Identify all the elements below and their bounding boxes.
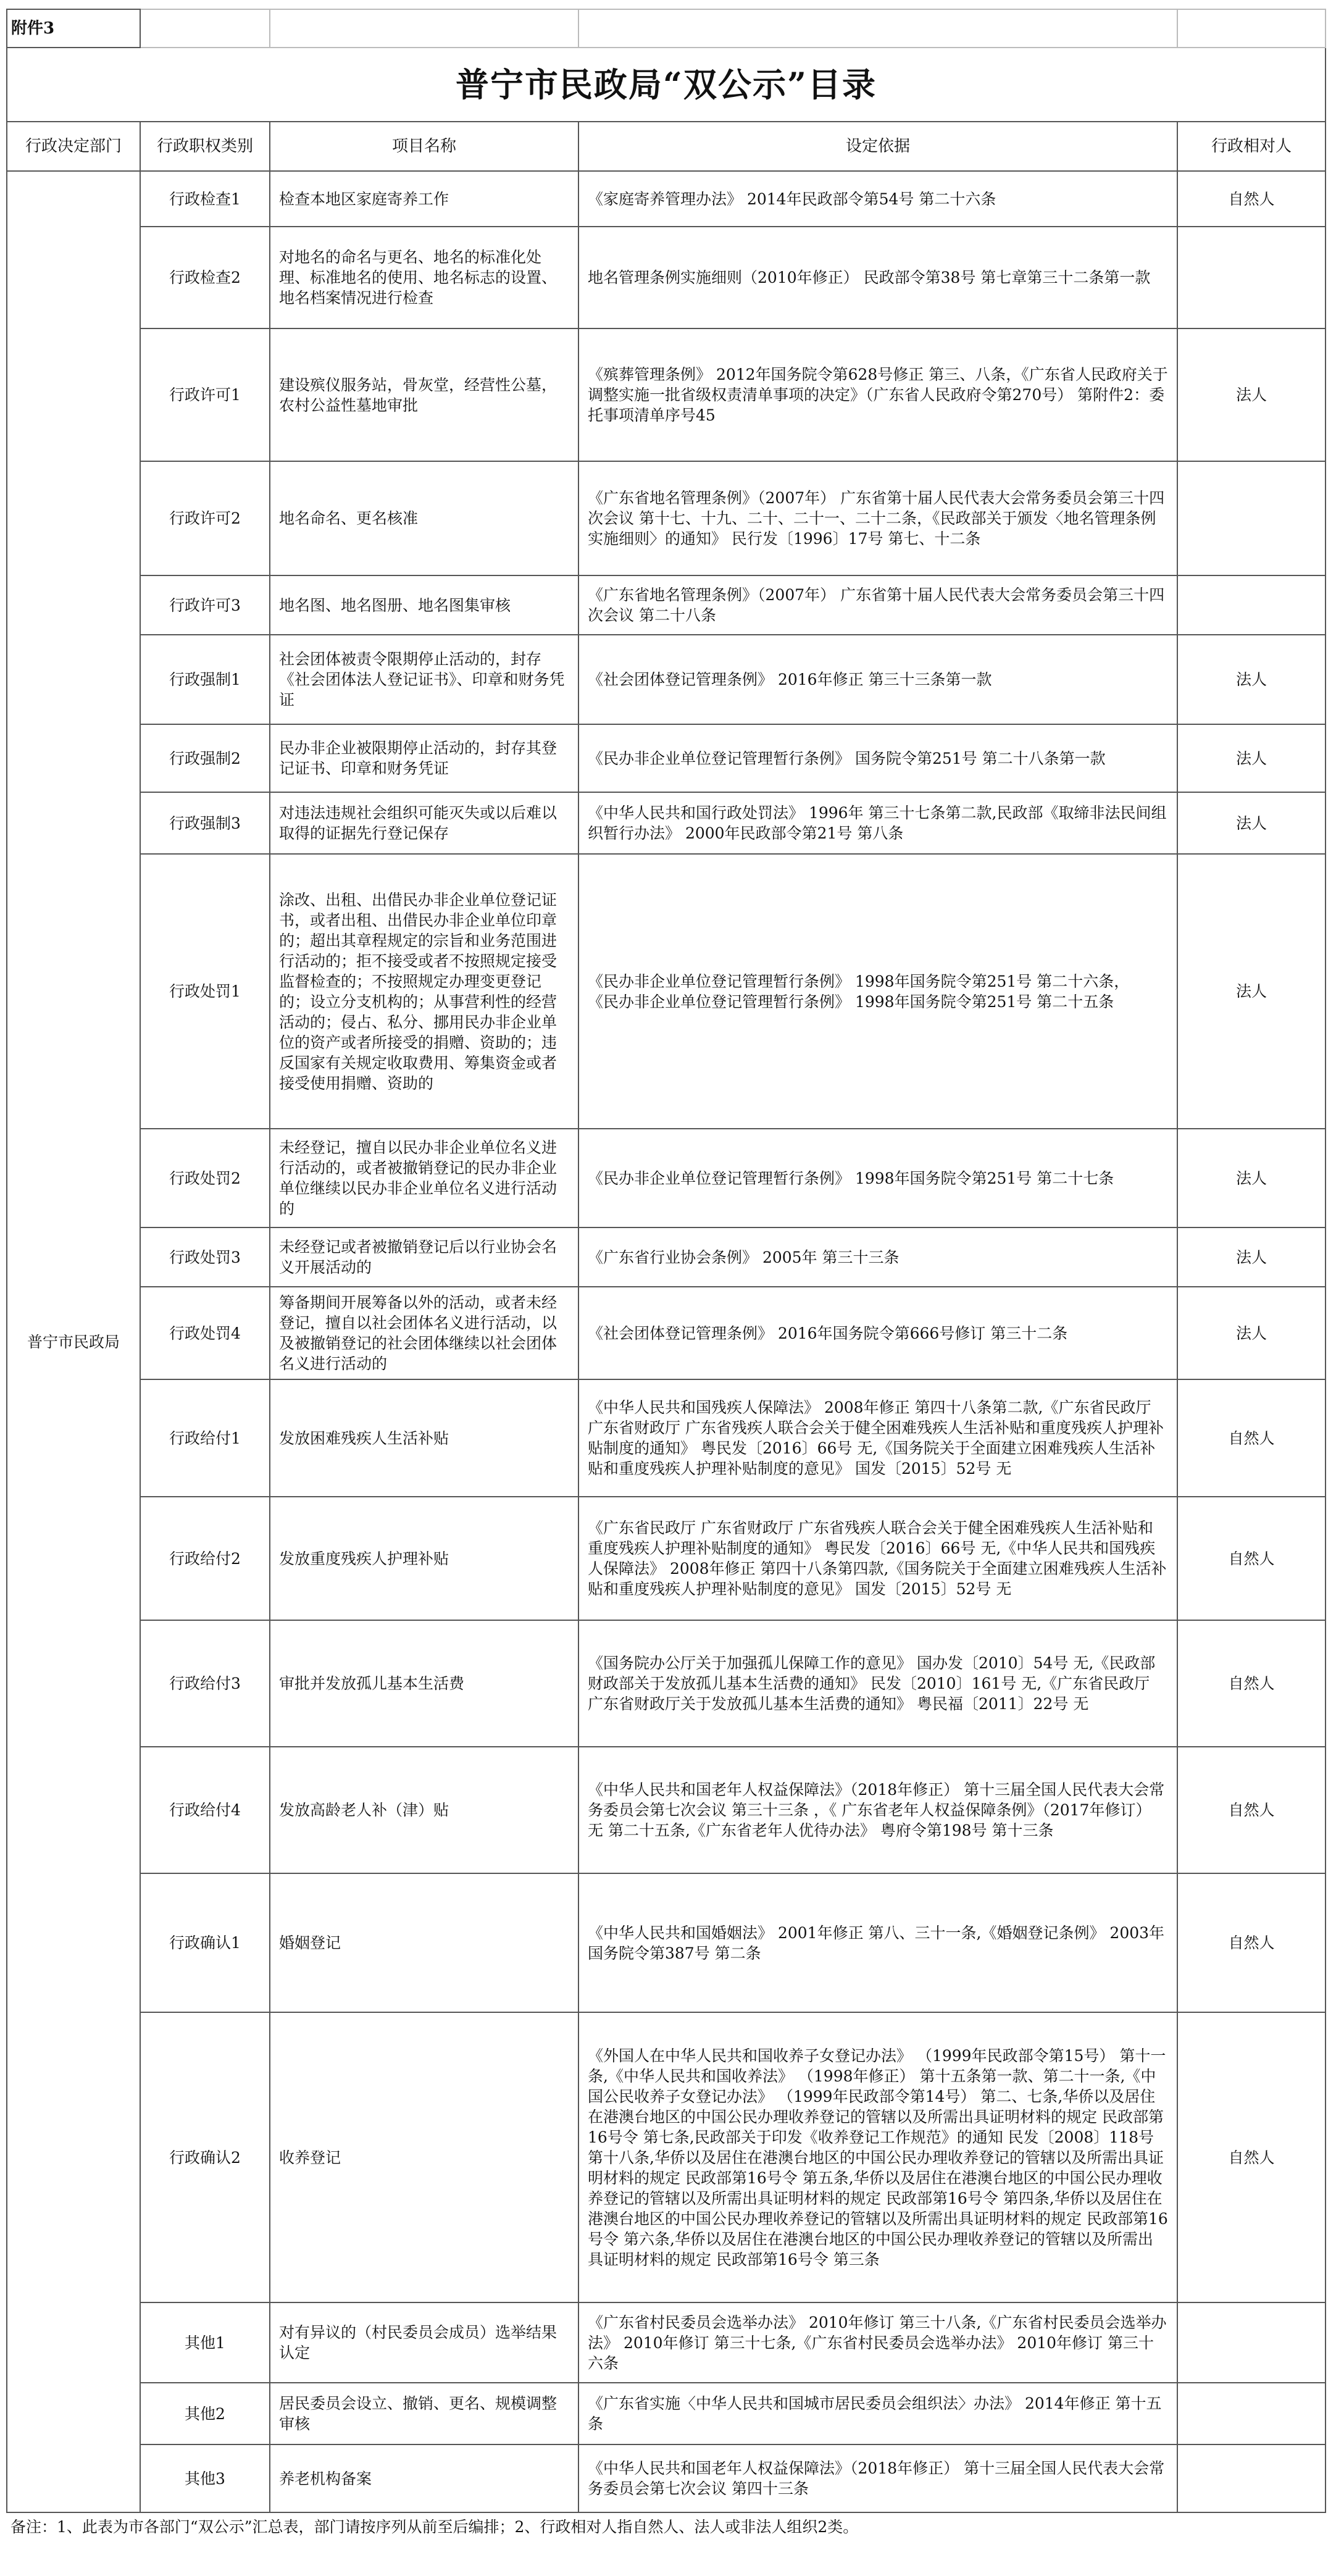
party-cell: 自然人 [1177,1747,1326,1873]
table-row [7,724,1326,792]
name-cell: 审批并发放孤儿基本生活费 [270,1620,578,1747]
category-cell: 其他2 [140,2383,270,2444]
header-dept: 行政决定部门 [7,122,140,171]
category-cell: 行政给付4 [140,1747,270,1873]
name-cell: 涂改、出租、出借民办非企业单位登记证书，或者出租、出借民办非企业单位印章的；超出其章程规定的宗旨和业务范围进行活动的；拒不接受或者不按照规定接受监督检查的；不按照规定办理变更登记的；设立分支机构的；从事营利性的经营活动的；侵占、私分、挪用民办非企业单位的资产或者所接受的捐赠、资助的；违反国家有关规定收取费用、筹集资金或者接受使用捐赠、资助的 [270,854,578,1129]
party-cell: 法人 [1177,1287,1326,1379]
name-cell: 发放重度残疾人护理补贴 [270,1497,578,1620]
name-cell: 检查本地区家庭寄养工作 [270,171,578,227]
basis-cell: 《中华人民共和国残疾人保障法》 2008年修正 第四十八条第二款,《广东省民政厅 广东省财政厅 广东省残疾人联合会关于健全困难残疾人生活补贴和重度残疾人护理补贴制度的通知》 粤民发〔2016〕66号 无,《国务院关于全面建立困难残疾人生活补贴和重度残疾人护理补贴制度的意见》 国发〔2015〕52号 无 [578,1379,1177,1497]
party-cell: 法人 [1177,854,1326,1129]
title-row [7,48,1326,122]
category-cell: 其他1 [140,2302,270,2383]
table-row [7,2444,1326,2512]
footnote: 备注：1、此表为市各部门“双公示”汇总表，部门请按序列从前至后编排；2、行政相对人指自然人、法人或非法人组织2类。 [10,2518,859,2536]
header-name: 项目名称 [270,122,578,171]
party-cell: 自然人 [1177,2012,1326,2302]
name-cell: 民办非企业被限期停止活动的，封存其登记证书、印章和财务凭证 [270,724,578,792]
basis-cell: 《外国人在中华人民共和国收养子女登记办法》 （1999年民政部令第15号） 第十一条,《中华人民共和国收养法》 （1998年修正） 第十五条第一款、第二十一条,《中国公民收养子女登记办法》 （1999年民政部令第14号） 第二、七条,华侨以及居住在港澳台地区的中国公民办理收养登记的管辖以及所需出具证明材料的规定 民政部第16号令 第七条,民政部关于印发《收养登记工作规范》的通知 民发〔2008〕118号 第十八条,华侨以及居住在港澳台地区的中国公民办理收养登记的管辖以及所需出具证明材料的规定 民政部第16号令 第五条,华侨以及居住在港澳台地区的中国公民办理收养登记的管辖以及所需出具证明材料的规定 民政部第16号令 第四条,华侨以及居住在港澳台地区的中国公民办理收养登记的管辖以及所需出具证明材料的规定 民政部第16号令 第六条,华侨以及居住在港澳台地区的中国公民办理收养登记的管辖以及所需出具证明材料的规定 民政部第16号令 第三条 [578,2012,1177,2302]
name-cell: 未经登记或者被撤销登记后以行业协会名义开展活动的 [270,1227,578,1287]
basis-cell: 《民办非企业单位登记管理暂行条例》 1998年国务院令第251号 第二十六条， 《民办非企业单位登记管理暂行条例》 1998年国务院令第251号 第二十五条 [578,854,1177,1129]
basis-cell: 《中华人民共和国老年人权益保障法》（2018年修正） 第十三届全国人民代表大会常务委员会第七次会议 第三十三条 ，《 广东省老年人权益保障条例》（2017年修订） 无 第二十五条,《广东省老年人优待办法》 粤府令第198号 第十三条 [578,1747,1177,1873]
basis-cell: 《中华人民共和国老年人权益保障法》（2018年修正） 第十三届全国人民代表大会常务委员会第七次会议 第四十三条 [578,2444,1177,2512]
category-cell: 行政检查1 [140,171,270,227]
category-cell: 行政确认2 [140,2012,270,2302]
category-cell: 行政强制2 [140,724,270,792]
attachment-row [7,9,1326,48]
basis-cell: 《广东省行业协会条例》 2005年 第三十三条 [578,1227,1177,1287]
table-row [7,1873,1326,2012]
category-cell: 行政给付3 [140,1620,270,1747]
basis-cell: 《家庭寄养管理办法》 2014年民政部令第54号 第二十六条 [578,171,1177,227]
name-cell: 婚姻登记 [270,1873,578,2012]
name-cell: 地名图、地名图册、地名图集审核 [270,575,578,635]
table-row [7,461,1326,575]
basis-cell: 《中华人民共和国行政处罚法》 1996年 第三十七条第二款,民政部《取缔非法民间组织暂行办法》 2000年民政部令第21号 第八条 [578,792,1177,854]
basis-cell: 《广东省民政厅 广东省财政厅 广东省残疾人联合会关于健全困难残疾人生活补贴和重度残疾人护理补贴制度的通知》 粤民发〔2016〕66号 无,《中华人民共和国残疾人保障法》 2008年修正 第四十八条第四款,《国务院关于全面建立困难残疾人生活补贴和重度残疾人护理补贴制度的意见》 国发〔2015〕52号 无 [578,1497,1177,1620]
attachment-label: 附件3 [7,9,140,48]
name-cell: 收养登记 [270,2012,578,2302]
basis-cell: 《广东省村民委员会选举办法》 2010年修订 第三十八条,《广东省村民委员会选举办法》 2010年修订 第三十七条,《广东省村民委员会选举办法》 2010年修订 第三十六条 [578,2302,1177,2383]
category-cell: 其他3 [140,2444,270,2512]
basis-cell: 《民办非企业单位登记管理暂行条例》 国务院令第251号 第二十八条第一款 [578,724,1177,792]
party-cell [1177,2444,1326,2512]
table-row [7,171,1326,227]
category-cell: 行政处罚3 [140,1227,270,1287]
spreadsheet-sheet [6,9,1325,2541]
basis-cell: 《殡葬管理条例》 2012年国务院令第628号修正 第三、八条，《广东省人民政府关于调整实施一批省级权责清单事项的决定》（广东省人民政府令第270号） 第附件2：委托事项清单序号45 [578,328,1177,461]
party-cell [1177,461,1326,575]
table-row [7,854,1326,1129]
party-cell: 自然人 [1177,171,1326,227]
category-cell: 行政给付2 [140,1497,270,1620]
party-cell: 法人 [1177,792,1326,854]
party-cell: 自然人 [1177,1379,1326,1497]
table-row [7,2383,1326,2444]
category-cell: 行政处罚4 [140,1287,270,1379]
category-cell: 行政强制3 [140,792,270,854]
table-row [7,792,1326,854]
party-cell [1177,227,1326,328]
table-row [7,1129,1326,1227]
basis-cell: 《社会团体登记管理条例》 2016年国务院令第666号修订 第三十二条 [578,1287,1177,1379]
header-row [7,122,1326,171]
party-cell [1177,2302,1326,2383]
party-cell [1177,575,1326,635]
table-row [7,328,1326,461]
basis-cell: 《广东省实施〈中华人民共和国城市居民委员会组织法〉办法》 2014年修正 第十五条 [578,2383,1177,2444]
name-cell: 社会团体被责令限期停止活动的，封存《社会团体法人登记证书》、印章和财务凭证 [270,635,578,724]
basis-cell: 《中华人民共和国婚姻法》 2001年修正 第八、三十一条,《婚姻登记条例》 2003年国务院令第387号 第二条 [578,1873,1177,2012]
empty-cell [270,9,578,48]
category-cell: 行政检查2 [140,227,270,328]
category-cell: 行政许可3 [140,575,270,635]
party-cell: 法人 [1177,724,1326,792]
party-cell: 自然人 [1177,1873,1326,2012]
table-row [7,1620,1326,1747]
table-row [7,1379,1326,1497]
category-cell: 行政许可2 [140,461,270,575]
name-cell: 发放高龄老人补（津）贴 [270,1747,578,1873]
header-basis: 设定依据 [578,122,1177,171]
category-cell: 行政给付1 [140,1379,270,1497]
party-cell: 法人 [1177,1227,1326,1287]
table-row [7,1747,1326,1873]
table-row [7,2302,1326,2383]
party-cell: 法人 [1177,635,1326,724]
party-cell [1177,2383,1326,2444]
table-row [7,635,1326,724]
table-row [7,2012,1326,2302]
table-row [7,1497,1326,1620]
table-row [7,1287,1326,1379]
party-cell: 法人 [1177,328,1326,461]
empty-cell [1177,9,1326,48]
department-cell: 普宁市民政局 [7,171,140,2512]
basis-cell: 《民办非企业单位登记管理暂行条例》 1998年国务院令第251号 第二十七条 [578,1129,1177,1227]
page-title: 普宁市民政局“双公示”目录 [7,48,1326,122]
category-cell: 行政强制1 [140,635,270,724]
header-party: 行政相对人 [1177,122,1326,171]
header-category: 行政职权类别 [140,122,270,171]
name-cell: 对违法违规社会组织可能灭失或以后难以取得的证据先行登记保存 [270,792,578,854]
category-cell: 行政处罚1 [140,854,270,1129]
category-cell: 行政处罚2 [140,1129,270,1227]
footnote-row [7,2512,1326,2541]
empty-cell [578,9,1177,48]
catalog-table [6,9,1326,2541]
name-cell: 对地名的命名与更名、地名的标准化处理、标准地名的使用、地名标志的设置、地名档案情况进行检查 [270,227,578,328]
name-cell: 未经登记，擅自以民办非企业单位名义进行活动的，或者被撤销登记的民办非企业单位继续以民办非企业单位名义进行活动的 [270,1129,578,1227]
table-row [7,1227,1326,1287]
name-cell: 居民委员会设立、撤销、更名、规模调整审核 [270,2383,578,2444]
table-row [7,575,1326,635]
name-cell: 对有异议的（村民委员会成员）选举结果认定 [270,2302,578,2383]
name-cell: 发放困难残疾人生活补贴 [270,1379,578,1497]
name-cell: 养老机构备案 [270,2444,578,2512]
basis-cell: 《广东省地名管理条例》（2007年） 广东省第十届人民代表大会常务委员会第三十四次会议 第二十八条 [578,575,1177,635]
category-cell: 行政许可1 [140,328,270,461]
basis-cell: 《社会团体登记管理条例》 2016年修正 第三十三条第一款 [578,635,1177,724]
name-cell: 地名命名、更名核准 [270,461,578,575]
table-row [7,227,1326,328]
party-cell: 自然人 [1177,1620,1326,1747]
basis-cell: 《国务院办公厅关于加强孤儿保障工作的意见》 国办发〔2010〕54号 无,《民政部 财政部关于发放孤儿基本生活费的通知》 民发〔2010〕161号 无,《广东省民政厅 广东省财政厅关于发放孤儿基本生活费的通知》 粤民福〔2011〕22号 无 [578,1620,1177,1747]
name-cell: 筹备期间开展筹备以外的活动，或者未经登记，擅自以社会团体名义进行活动，以及被撤销登记的社会团体继续以社会团体名义进行活动的 [270,1287,578,1379]
empty-cell [140,9,270,48]
name-cell: 建设殡仪服务站，骨灰堂，经营性公墓，农村公益性墓地审批 [270,328,578,461]
party-cell: 法人 [1177,1129,1326,1227]
basis-cell: 地名管理条例实施细则（2010年修正） 民政部令第38号 第七章第三十二条第一款 [578,227,1177,328]
basis-cell: 《广东省地名管理条例》（2007年） 广东省第十届人民代表大会常务委员会第三十四次会议 第十七、十九、二十、二十一、二十二条，《民政部关于颁发〈地名管理条例实施细则〉的通知》 民行发〔1996〕17号 第七、十二条 [578,461,1177,575]
party-cell: 自然人 [1177,1497,1326,1620]
category-cell: 行政确认1 [140,1873,270,2012]
